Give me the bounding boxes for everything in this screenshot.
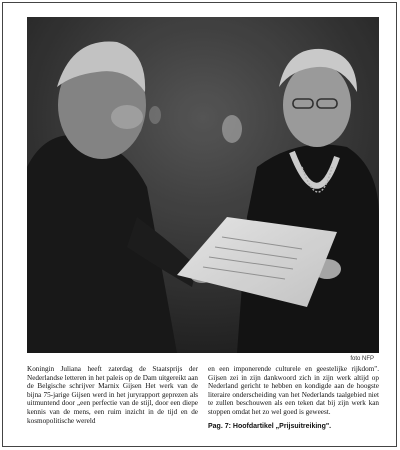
news-photo [27,17,379,353]
photo-caption [27,365,379,431]
caption-text-left: Koningin Juliana heeft zaterdag de Staatsprijs der Nederlandse letteren in het paleis op de Dam uitgereikt aan de Belgische schrijver Marnix Gijsen Het werk van de bijna 75-jarige Gijsen werd in het juryrapport geprezen als uitmuntend door „een perfectie van de stijl, door een diepe kennis van de mens, een ruim inzicht in de tijd en de kosmopolitische wereld [27,365,198,425]
caption-text-right: en een imponerende culturele en geestelijke rijkdom". Gijsen zei in zijn dankwoord zich in zijn werk altijd op Nederland gericht te hebben en kondigde aan de hoogste literaire onderscheiding van het Nederlands taalgebied niet te zullen beschouwen als een teken dat bij zijn werk kan stoppen omdat het zo wel goed is geweest. [208,365,379,416]
photo-credit: foto NFP [350,356,374,362]
caption-column-left [27,365,198,431]
photograph-halftone-icon [27,17,379,353]
page-reference: Pag. 7: Hoofdartikel „Prijsuitreiking". [208,422,332,430]
caption-column-right [208,365,379,431]
article-frame [2,2,397,447]
